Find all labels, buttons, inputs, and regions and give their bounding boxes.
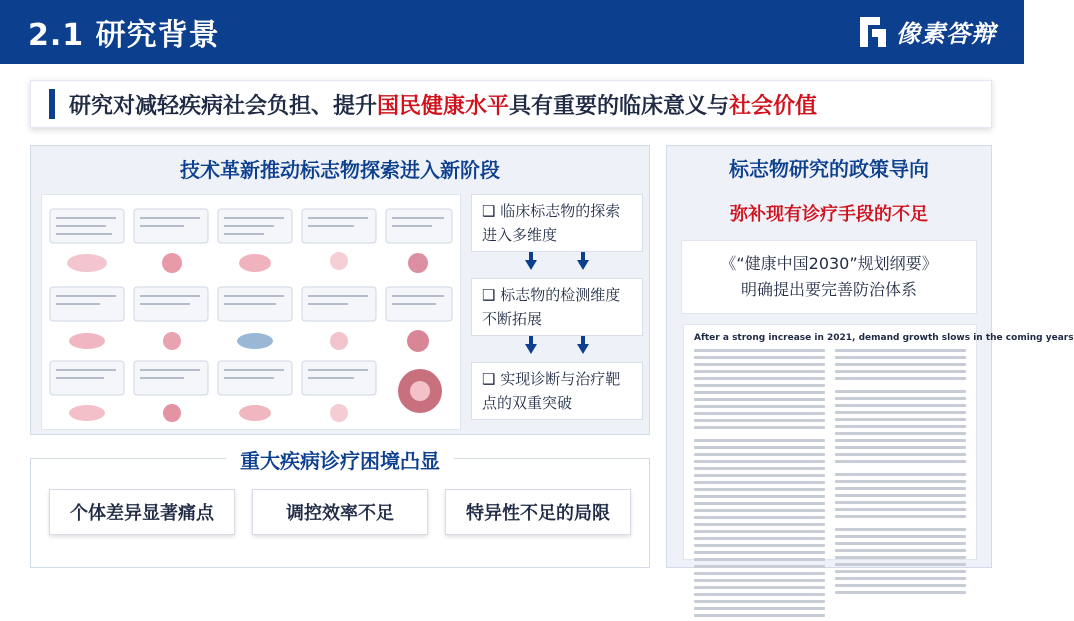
- step-arrows: [471, 336, 643, 362]
- report-column-right: [835, 349, 966, 621]
- step-multi-dimension: ❑ 临床标志物的探索进入多维度: [471, 194, 643, 252]
- challenge-chips: [49, 489, 631, 535]
- key-message-part2: 具有重要的临床意义与: [509, 93, 730, 119]
- policy-document-name: 《“健康中国2030”规划纲要》: [720, 254, 938, 273]
- tech-panel-title: 技术革新推动标志物探索进入新阶段: [180, 157, 500, 182]
- page-title: 2.1 研究背景: [28, 18, 220, 53]
- chip-specificity-limit: 特异性不足的局限: [445, 489, 631, 535]
- policy-subtitle: 弥补现有诊疗手段的不足: [730, 204, 928, 225]
- tech-innovation-panel: [30, 145, 650, 435]
- marker-exploration-steps: [471, 194, 643, 420]
- arrow-down-icon: [525, 260, 537, 270]
- logo-icon: [858, 15, 888, 49]
- challenges-title-wrap: [31, 445, 649, 474]
- step-dual-breakthrough: ❑ 实现诊断与治疗靶点的双重突破: [471, 362, 643, 420]
- arrow-down-icon: [525, 344, 537, 354]
- arrow-down-icon: [577, 260, 589, 270]
- policy-statement: 明确提出要完善防治体系: [740, 280, 917, 299]
- chip-regulation-efficiency: 调控效率不足: [252, 489, 428, 535]
- challenges-title: 重大疾病诊疗困境凸显: [226, 449, 454, 473]
- report-excerpt: [683, 324, 1074, 560]
- chip-individual-variation: 个体差异显著痛点: [49, 489, 235, 535]
- report-title: After a strong increase in 2021, demand growth slows in the coming years: [694, 333, 1074, 343]
- key-message-part1: 研究对减轻疾病社会负担、提升: [69, 93, 378, 119]
- key-message-banner: [30, 80, 992, 128]
- key-message: [69, 89, 817, 120]
- report-column-left: [694, 349, 825, 621]
- policy-quote-box: [681, 240, 977, 314]
- step-arrows: [471, 252, 643, 278]
- clinical-challenges-panel: [30, 449, 650, 568]
- key-message-highlight1: 国民健康水平: [377, 93, 510, 119]
- logo-text: 像素答辩: [896, 20, 996, 48]
- brand-logo: [858, 14, 996, 49]
- step-detection-expansion: ❑ 标志物的检测维度不断拓展: [471, 278, 643, 336]
- key-message-highlight2: 社会价值: [729, 93, 818, 119]
- header-bar: [0, 0, 1024, 64]
- policy-panel-title: 标志物研究的政策导向: [729, 156, 929, 181]
- cancer-hallmarks-figure: [41, 194, 461, 430]
- report-columns: [694, 349, 966, 621]
- arrow-down-icon: [577, 344, 589, 354]
- banner-accent-bar: [49, 89, 55, 119]
- policy-panel: [666, 145, 1074, 568]
